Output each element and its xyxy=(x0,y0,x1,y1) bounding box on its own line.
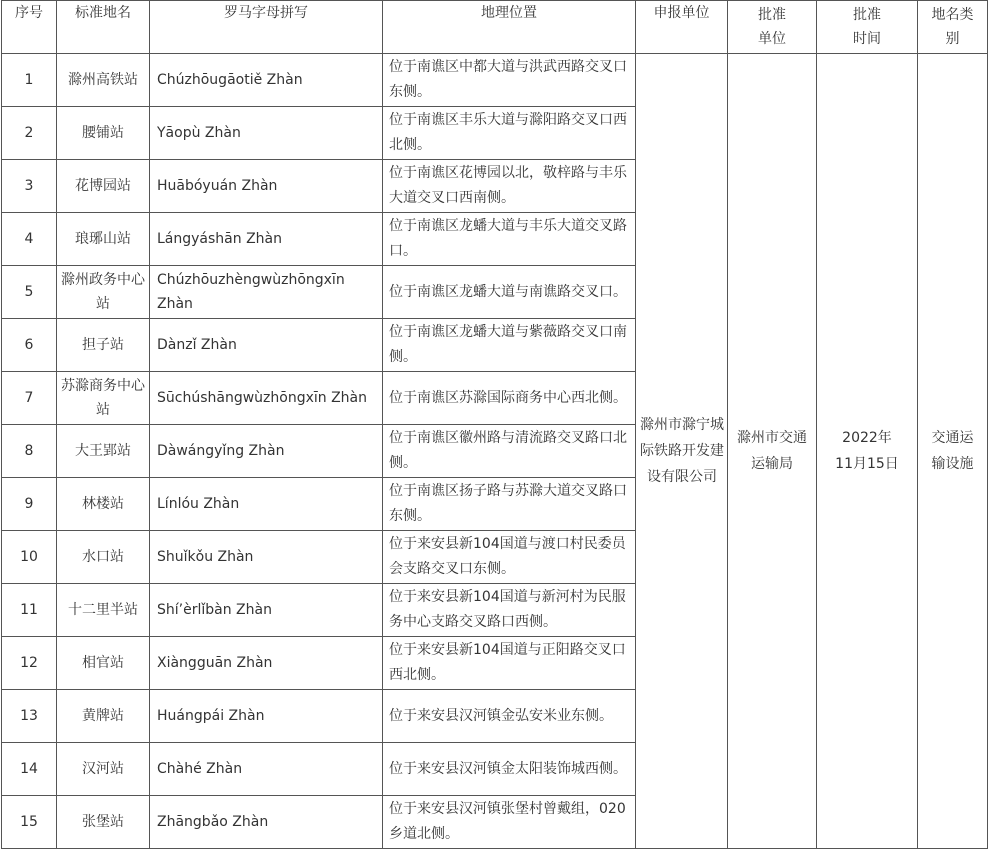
location: 位于南谯区龙蟠大道与紫薇路交叉口南侧。 xyxy=(383,319,636,372)
location: 位于南谯区苏滁国际商务中心西北侧。 xyxy=(383,372,636,425)
roman-spelling: Chàhé Zhàn xyxy=(150,743,383,796)
row-number: 12 xyxy=(2,637,57,690)
row-number: 7 xyxy=(2,372,57,425)
standard-name: 苏滁商务中心站 xyxy=(57,372,150,425)
location: 位于南谯区丰乐大道与滁阳路交叉口西北侧。 xyxy=(383,107,636,160)
standard-name: 腰铺站 xyxy=(57,107,150,160)
roman-spelling: Shuǐkǒu Zhàn xyxy=(150,531,383,584)
approval-time-text: 2022年11月15日 xyxy=(835,430,899,472)
header-location: 地理位置 xyxy=(383,1,636,54)
location: 位于南谯区中都大道与洪武西路交叉口东侧。 xyxy=(383,54,636,107)
roman-spelling: Huābóyuán Zhàn xyxy=(150,160,383,213)
row-number: 4 xyxy=(2,213,57,266)
row-number: 11 xyxy=(2,584,57,637)
standard-name: 滁州高铁站 xyxy=(57,54,150,107)
standard-name: 黄牌站 xyxy=(57,690,150,743)
standard-name: 滁州政务中心站 xyxy=(57,266,150,319)
row-number: 3 xyxy=(2,160,57,213)
standard-name: 张堡站 xyxy=(57,796,150,849)
location: 位于南谯区扬子路与苏滁大道交叉路口东侧。 xyxy=(383,478,636,531)
location: 位于南谯区龙蟠大道与南谯路交叉口。 xyxy=(383,266,636,319)
standard-name: 担子站 xyxy=(57,319,150,372)
roman-spelling: Xiàngguān Zhàn xyxy=(150,637,383,690)
standard-name: 林楼站 xyxy=(57,478,150,531)
roman-spelling: Lángyáshān Zhàn xyxy=(150,213,383,266)
row-number: 15 xyxy=(2,796,57,849)
header-approval-time: 批准 时间 xyxy=(817,1,918,54)
place-category xyxy=(918,54,988,849)
location: 位于南谯区花博园以北，敬梓路与丰乐大道交叉口西南侧。 xyxy=(383,160,636,213)
roman-spelling: Huángpái Zhàn xyxy=(150,690,383,743)
row-number: 10 xyxy=(2,531,57,584)
header-applicant: 申报单位 xyxy=(636,1,728,54)
location: 位于来安县新104国道与新河村为民服务中心支路交叉路口西侧。 xyxy=(383,584,636,637)
standard-name: 汉河站 xyxy=(57,743,150,796)
place-names-table xyxy=(1,0,988,849)
location: 位于来安县汉河镇张堡村曾戴组，020乡道北侧。 xyxy=(383,796,636,849)
roman-spelling: Dàwángyǐng Zhàn xyxy=(150,425,383,478)
header-name: 标准地名 xyxy=(57,1,150,54)
location: 位于南谯区徽州路与清流路交叉路口北侧。 xyxy=(383,425,636,478)
roman-spelling: Shí’èrlǐbàn Zhàn xyxy=(150,584,383,637)
roman-spelling: Yāopù Zhàn xyxy=(150,107,383,160)
location: 位于来安县新104国道与渡口村民委员会支路交叉口东侧。 xyxy=(383,531,636,584)
header-category: 地名类 别 xyxy=(918,1,988,54)
header-row xyxy=(2,1,988,54)
roman-spelling: Zhāngbǎo Zhàn xyxy=(150,796,383,849)
roman-spelling: Chúzhōugāotiě Zhàn xyxy=(150,54,383,107)
row-number: 8 xyxy=(2,425,57,478)
standard-name: 花博园站 xyxy=(57,160,150,213)
approver-unit-text: 滁州市交通运输局 xyxy=(737,430,807,472)
roman-spelling: Dànzǐ Zhàn xyxy=(150,319,383,372)
header-roman: 罗马字母拼写 xyxy=(150,1,383,54)
roman-spelling: Chúzhōuzhèngwùzhōngxīn Zhàn xyxy=(150,266,383,319)
location: 位于来安县汉河镇金太阳装饰城西侧。 xyxy=(383,743,636,796)
row-number: 2 xyxy=(2,107,57,160)
row-number: 1 xyxy=(2,54,57,107)
roman-spelling: Sūchúshāngwùzhōngxīn Zhàn xyxy=(150,372,383,425)
header-no: 序号 xyxy=(2,1,57,54)
standard-name: 琅琊山站 xyxy=(57,213,150,266)
standard-name: 相官站 xyxy=(57,637,150,690)
location: 位于来安县新104国道与正阳路交叉口西北侧。 xyxy=(383,637,636,690)
applicant-unit xyxy=(636,54,728,849)
location: 位于南谯区龙蟠大道与丰乐大道交叉路口。 xyxy=(383,213,636,266)
row-number: 13 xyxy=(2,690,57,743)
standard-name: 水口站 xyxy=(57,531,150,584)
applicant-unit-text: 滁州市滁宁城际铁路开发建设有限公司 xyxy=(640,417,724,485)
row-number: 5 xyxy=(2,266,57,319)
row-number: 14 xyxy=(2,743,57,796)
approver-unit xyxy=(728,54,817,849)
table-row xyxy=(2,54,988,107)
header-approver: 批准 单位 xyxy=(728,1,817,54)
row-number: 9 xyxy=(2,478,57,531)
standard-name: 大王郢站 xyxy=(57,425,150,478)
place-category-text: 交通运输设施 xyxy=(931,430,974,472)
table-body xyxy=(2,54,988,849)
roman-spelling: Línlóu Zhàn xyxy=(150,478,383,531)
standard-name: 十二里半站 xyxy=(57,584,150,637)
approval-time xyxy=(817,54,918,849)
row-number: 6 xyxy=(2,319,57,372)
location: 位于来安县汉河镇金弘安米业东侧。 xyxy=(383,690,636,743)
